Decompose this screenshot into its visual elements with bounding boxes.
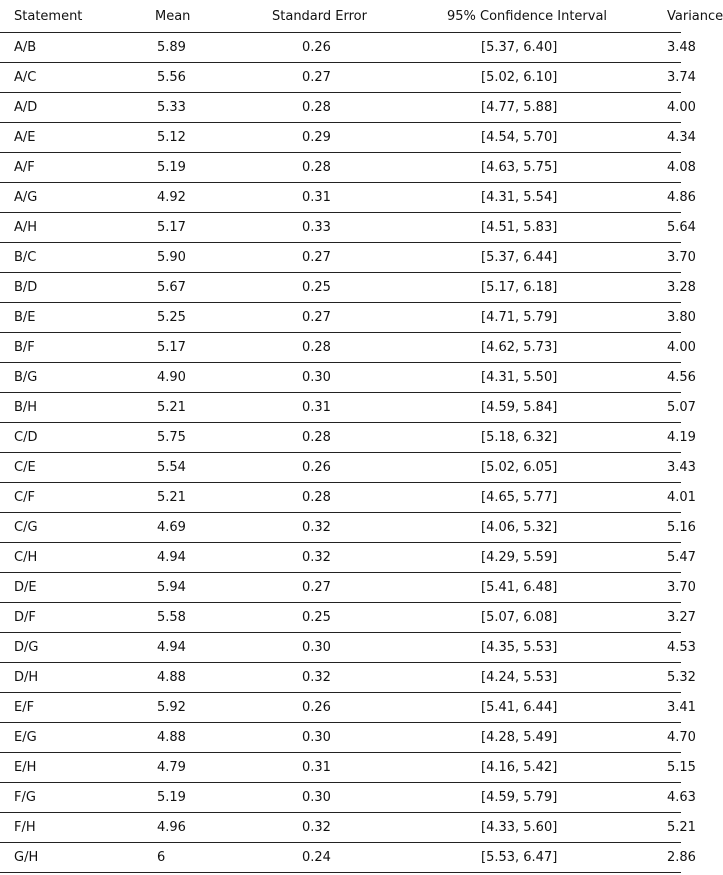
cell-variance: 3.70 [667, 243, 681, 273]
cell-variance: 4.63 [667, 783, 681, 813]
cell-standard-error: 0.28 [250, 483, 437, 513]
cell-confidence-interval: [4.54, 5.70] [437, 123, 667, 153]
cell-variance: 3.48 [667, 33, 681, 63]
cell-confidence-interval: [4.65, 5.77] [437, 483, 667, 513]
cell-statement: C/G [0, 513, 136, 543]
cell-variance: 4.01 [667, 483, 681, 513]
cell-variance: 4.08 [667, 153, 681, 183]
cell-mean: 4.92 [136, 183, 250, 213]
cell-confidence-interval: [4.59, 5.84] [437, 393, 667, 423]
table-row [0, 723, 681, 753]
cell-standard-error: 0.29 [250, 123, 437, 153]
table-body [0, 33, 696, 873]
cell-statement: A/H [0, 213, 136, 243]
cell-mean: 5.58 [136, 603, 250, 633]
cell-mean: 5.56 [136, 63, 250, 93]
cell-statement: B/C [0, 243, 136, 273]
cell-confidence-interval: [4.16, 5.42] [437, 753, 667, 783]
cell-variance: 3.28 [667, 273, 681, 303]
cell-statement: E/F [0, 693, 136, 723]
header-statement: Statement [0, 0, 136, 33]
cell-confidence-interval: [5.07, 6.08] [437, 603, 667, 633]
cell-statement: F/H [0, 813, 136, 843]
header-variance: Variance [667, 0, 681, 33]
cell-variance: 3.43 [667, 453, 681, 483]
table-row [0, 753, 681, 783]
cell-mean: 4.88 [136, 723, 250, 753]
header-standard-error: Standard Error [250, 0, 437, 33]
cell-standard-error: 0.25 [250, 603, 437, 633]
cell-statement: B/E [0, 303, 136, 333]
cell-variance: 5.16 [667, 513, 681, 543]
cell-mean: 5.67 [136, 273, 250, 303]
cell-confidence-interval: [4.51, 5.83] [437, 213, 667, 243]
cell-confidence-interval: [4.35, 5.53] [437, 633, 667, 663]
cell-statement: A/G [0, 183, 136, 213]
cell-variance: 4.00 [667, 333, 681, 363]
cell-mean: 5.94 [136, 573, 250, 603]
cell-confidence-interval: [4.28, 5.49] [437, 723, 667, 753]
cell-variance: 5.15 [667, 753, 681, 783]
cell-variance: 4.56 [667, 363, 681, 393]
cell-standard-error: 0.26 [250, 33, 437, 63]
cell-standard-error: 0.24 [250, 843, 437, 873]
cell-mean: 5.17 [136, 213, 250, 243]
cell-mean: 4.88 [136, 663, 250, 693]
cell-standard-error: 0.28 [250, 93, 437, 123]
cell-statement: B/G [0, 363, 136, 393]
table-row [0, 693, 681, 723]
cell-statement: D/H [0, 663, 136, 693]
cell-mean: 4.94 [136, 543, 250, 573]
cell-confidence-interval: [4.29, 5.59] [437, 543, 667, 573]
table-row [0, 273, 681, 303]
table-row [0, 363, 681, 393]
cell-variance: 5.32 [667, 663, 681, 693]
cell-variance: 4.86 [667, 183, 681, 213]
table-row [0, 93, 681, 123]
cell-mean: 5.89 [136, 33, 250, 63]
table-row [0, 513, 681, 543]
table-row [0, 243, 681, 273]
table-row [0, 633, 681, 663]
cell-confidence-interval: [4.77, 5.88] [437, 93, 667, 123]
table-row [0, 33, 681, 63]
table-row [0, 453, 681, 483]
cell-statement: A/E [0, 123, 136, 153]
table-row [0, 183, 681, 213]
cell-variance: 5.07 [667, 393, 681, 423]
cell-variance: 3.41 [667, 693, 681, 723]
table-row [0, 543, 681, 573]
table-row [0, 483, 681, 513]
cell-statement: E/G [0, 723, 136, 753]
table-row [0, 63, 681, 93]
cell-confidence-interval: [5.37, 6.44] [437, 243, 667, 273]
cell-statement: E/H [0, 753, 136, 783]
cell-confidence-interval: [5.02, 6.10] [437, 63, 667, 93]
cell-statement: A/B [0, 33, 136, 63]
cell-confidence-interval: [4.71, 5.79] [437, 303, 667, 333]
cell-mean: 5.17 [136, 333, 250, 363]
cell-statement: B/F [0, 333, 136, 363]
cell-standard-error: 0.26 [250, 453, 437, 483]
cell-standard-error: 0.33 [250, 213, 437, 243]
cell-variance: 4.19 [667, 423, 681, 453]
cell-mean: 4.79 [136, 753, 250, 783]
cell-variance: 4.70 [667, 723, 681, 753]
cell-confidence-interval: [5.02, 6.05] [437, 453, 667, 483]
table-row [0, 153, 681, 183]
cell-variance: 5.21 [667, 813, 681, 843]
cell-standard-error: 0.30 [250, 783, 437, 813]
cell-variance: 5.64 [667, 213, 681, 243]
cell-statement: D/E [0, 573, 136, 603]
cell-confidence-interval: [4.06, 5.32] [437, 513, 667, 543]
cell-confidence-interval: [4.31, 5.50] [437, 363, 667, 393]
cell-statement: G/H [0, 843, 136, 873]
table-row [0, 843, 681, 873]
cell-mean: 5.33 [136, 93, 250, 123]
cell-variance: 3.70 [667, 573, 681, 603]
cell-mean: 6 [136, 843, 250, 873]
cell-standard-error: 0.30 [250, 633, 437, 663]
cell-statement: A/C [0, 63, 136, 93]
cell-confidence-interval: [4.59, 5.79] [437, 783, 667, 813]
cell-standard-error: 0.30 [250, 723, 437, 753]
cell-mean: 4.69 [136, 513, 250, 543]
cell-mean: 5.19 [136, 153, 250, 183]
cell-statement: C/E [0, 453, 136, 483]
cell-confidence-interval: [5.53, 6.47] [437, 843, 667, 873]
cell-statement: C/D [0, 423, 136, 453]
table-row [0, 333, 681, 363]
cell-mean: 5.75 [136, 423, 250, 453]
cell-standard-error: 0.32 [250, 513, 437, 543]
cell-mean: 5.92 [136, 693, 250, 723]
cell-mean: 4.90 [136, 363, 250, 393]
cell-variance: 3.74 [667, 63, 681, 93]
cell-mean: 5.12 [136, 123, 250, 153]
cell-confidence-interval: [5.18, 6.32] [437, 423, 667, 453]
cell-standard-error: 0.26 [250, 693, 437, 723]
cell-standard-error: 0.31 [250, 393, 437, 423]
cell-variance: 5.47 [667, 543, 681, 573]
table-row [0, 393, 681, 423]
header-confidence-interval: 95% Confidence Interval [437, 0, 667, 33]
cell-mean: 5.54 [136, 453, 250, 483]
cell-variance: 4.00 [667, 93, 681, 123]
cell-confidence-interval: [4.63, 5.75] [437, 153, 667, 183]
cell-variance: 3.80 [667, 303, 681, 333]
cell-standard-error: 0.30 [250, 363, 437, 393]
cell-standard-error: 0.32 [250, 543, 437, 573]
cell-mean: 5.21 [136, 393, 250, 423]
cell-mean: 4.94 [136, 633, 250, 663]
cell-mean: 5.21 [136, 483, 250, 513]
cell-statement: D/F [0, 603, 136, 633]
table-row [0, 663, 681, 693]
cell-confidence-interval: [5.17, 6.18] [437, 273, 667, 303]
cell-statement: A/F [0, 153, 136, 183]
header-row [0, 0, 681, 33]
cell-standard-error: 0.27 [250, 63, 437, 93]
cell-confidence-interval: [4.24, 5.53] [437, 663, 667, 693]
cell-confidence-interval: [4.31, 5.54] [437, 183, 667, 213]
cell-confidence-interval: [5.37, 6.40] [437, 33, 667, 63]
table-row [0, 423, 681, 453]
cell-statement: C/F [0, 483, 136, 513]
cell-standard-error: 0.27 [250, 243, 437, 273]
cell-statement: B/H [0, 393, 136, 423]
cell-confidence-interval: [4.33, 5.60] [437, 813, 667, 843]
cell-standard-error: 0.28 [250, 333, 437, 363]
cell-mean: 4.96 [136, 813, 250, 843]
cell-mean: 5.90 [136, 243, 250, 273]
cell-standard-error: 0.25 [250, 273, 437, 303]
cell-variance: 4.34 [667, 123, 681, 153]
cell-statement: C/H [0, 543, 136, 573]
cell-statement: A/D [0, 93, 136, 123]
header-mean: Mean [136, 0, 250, 33]
cell-standard-error: 0.27 [250, 573, 437, 603]
cell-mean: 5.25 [136, 303, 250, 333]
table-header [0, 0, 723, 33]
cell-statement: B/D [0, 273, 136, 303]
cell-statement: D/G [0, 633, 136, 663]
cell-standard-error: 0.32 [250, 663, 437, 693]
cell-standard-error: 0.31 [250, 753, 437, 783]
table-row [0, 603, 681, 633]
table-row [0, 303, 681, 333]
table-row [0, 813, 681, 843]
table-row [0, 783, 681, 813]
cell-confidence-interval: [4.62, 5.73] [437, 333, 667, 363]
cell-standard-error: 0.31 [250, 183, 437, 213]
cell-variance: 2.86 [667, 843, 681, 873]
cell-mean: 5.19 [136, 783, 250, 813]
cell-standard-error: 0.32 [250, 813, 437, 843]
table-row [0, 573, 681, 603]
cell-statement: F/G [0, 783, 136, 813]
cell-confidence-interval: [5.41, 6.44] [437, 693, 667, 723]
cell-standard-error: 0.28 [250, 153, 437, 183]
table-row [0, 213, 681, 243]
cell-standard-error: 0.27 [250, 303, 437, 333]
cell-standard-error: 0.28 [250, 423, 437, 453]
cell-confidence-interval: [5.41, 6.48] [437, 573, 667, 603]
table-row [0, 123, 681, 153]
cell-variance: 4.53 [667, 633, 681, 663]
cell-variance: 3.27 [667, 603, 681, 633]
